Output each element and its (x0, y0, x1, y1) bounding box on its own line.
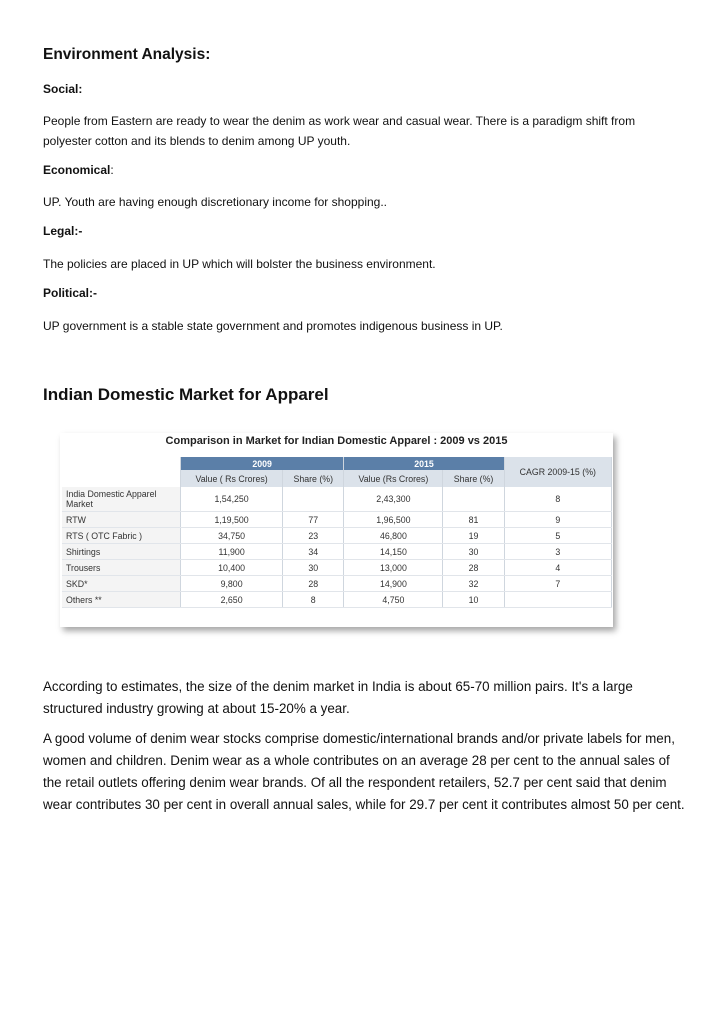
value-2015-cell: 14,900 (344, 576, 443, 592)
apparel-market-table-figure (60, 433, 613, 627)
value-2009-cell: 34,750 (181, 528, 283, 544)
cagr-cell: 3 (504, 544, 611, 560)
economical-label: Economical (43, 163, 111, 177)
cagr-cell: 9 (504, 512, 611, 528)
value-2009-cell: 1,19,500 (181, 512, 283, 528)
share-2015-header: Share (%) (443, 470, 504, 487)
cagr-cell: 5 (504, 528, 611, 544)
cagr-cell: 7 (504, 576, 611, 592)
share-2009-header: Share (%) (283, 470, 344, 487)
table-row (62, 560, 612, 576)
economical-colon: : (110, 163, 114, 177)
value-2009-cell: 1,54,250 (181, 487, 283, 512)
value-2009-cell: 9,800 (181, 576, 283, 592)
row-label: RTW (62, 512, 181, 528)
row-label: India Domestic Apparel Market (62, 487, 181, 512)
value-2015-cell: 2,43,300 (344, 487, 443, 512)
social-label: Social: (43, 82, 83, 96)
year-2009-header: 2009 (181, 457, 344, 470)
year-2015-header: 2015 (344, 457, 504, 470)
economical-text: UP. Youth are having enough discretionary income for shopping.. (43, 195, 388, 209)
share-2009-cell: 23 (283, 528, 344, 544)
value-2015-cell: 1,96,500 (344, 512, 443, 528)
social-text: People from Eastern are ready to wear the denim as work wear and casual wear. There is a paradigm shift from polyester cotton and its blends to denim among UP youth. (43, 114, 636, 148)
environment-analysis-heading: Environment Analysis: (43, 46, 211, 63)
table-title: Comparison in Market for Indian Domestic Apparel : 2009 vs 2015 (165, 435, 508, 447)
cagr-cell (504, 592, 611, 608)
table-corner (62, 457, 181, 487)
table-row (62, 576, 612, 592)
share-2009-cell: 30 (283, 560, 344, 576)
legal-label: Legal:- (43, 224, 83, 238)
share-2015-cell: 32 (443, 576, 504, 592)
value-2015-cell: 13,000 (344, 560, 443, 576)
row-label: Shirtings (62, 544, 181, 560)
economical-heading (43, 163, 114, 177)
share-2015-cell: 19 (443, 528, 504, 544)
value-2009-cell: 10,400 (181, 560, 283, 576)
cagr-cell: 8 (504, 487, 611, 512)
share-2015-cell: 28 (443, 560, 504, 576)
share-2009-cell: 77 (283, 512, 344, 528)
political-label: Political:- (43, 286, 98, 300)
value-2015-cell: 14,150 (344, 544, 443, 560)
table-row (62, 544, 612, 560)
share-2015-cell: 81 (443, 512, 504, 528)
share-2015-cell (443, 487, 504, 512)
cagr-cell: 4 (504, 560, 611, 576)
row-label: Others ** (62, 592, 181, 608)
value-2009-header: Value ( Rs Crores) (181, 470, 283, 487)
denim-wear-paragraph: A good volume of denim wear stocks comprise domestic/international brands and/or private labels for men, women and children. Denim wear as a whole contributes on an average 28 per cent to the annual sales of the retail outlets offering denim wear brands. Of all the respondent retailers, 52.7 per cent said that denim wear contributes 30 per cent in overall annual sales, while for 29.7 per cent it contributes almost 50 per cent. (43, 731, 685, 812)
value-2009-cell: 2,650 (181, 592, 283, 608)
market-heading: Indian Domestic Market for Apparel (43, 385, 329, 404)
value-2015-cell: 46,800 (344, 528, 443, 544)
share-2009-cell: 28 (283, 576, 344, 592)
share-2009-cell: 8 (283, 592, 344, 608)
table-row (62, 487, 612, 512)
row-label: SKD* (62, 576, 181, 592)
apparel-market-table (62, 457, 612, 608)
share-2009-cell: 34 (283, 544, 344, 560)
share-2015-cell: 30 (443, 544, 504, 560)
value-2015-header: Value (Rs Crores) (344, 470, 443, 487)
share-2009-cell (283, 487, 344, 512)
table-row (62, 528, 612, 544)
table-row (62, 592, 612, 608)
row-label: RTS ( OTC Fabric ) (62, 528, 181, 544)
denim-market-paragraph: According to estimates, the size of the denim market in India is about 65-70 million pairs. It's a large structured industry growing at about 15-20% a year. (43, 679, 633, 716)
row-label: Trousers (62, 560, 181, 576)
value-2009-cell: 11,900 (181, 544, 283, 560)
legal-text: The policies are placed in UP which will bolster the business environment. (43, 257, 436, 271)
political-text: UP government is a stable state government and promotes indigenous business in UP. (43, 319, 503, 333)
share-2015-cell: 10 (443, 592, 504, 608)
table-row (62, 512, 612, 528)
cagr-header: CAGR 2009-15 (%) (504, 457, 611, 487)
value-2015-cell: 4,750 (344, 592, 443, 608)
